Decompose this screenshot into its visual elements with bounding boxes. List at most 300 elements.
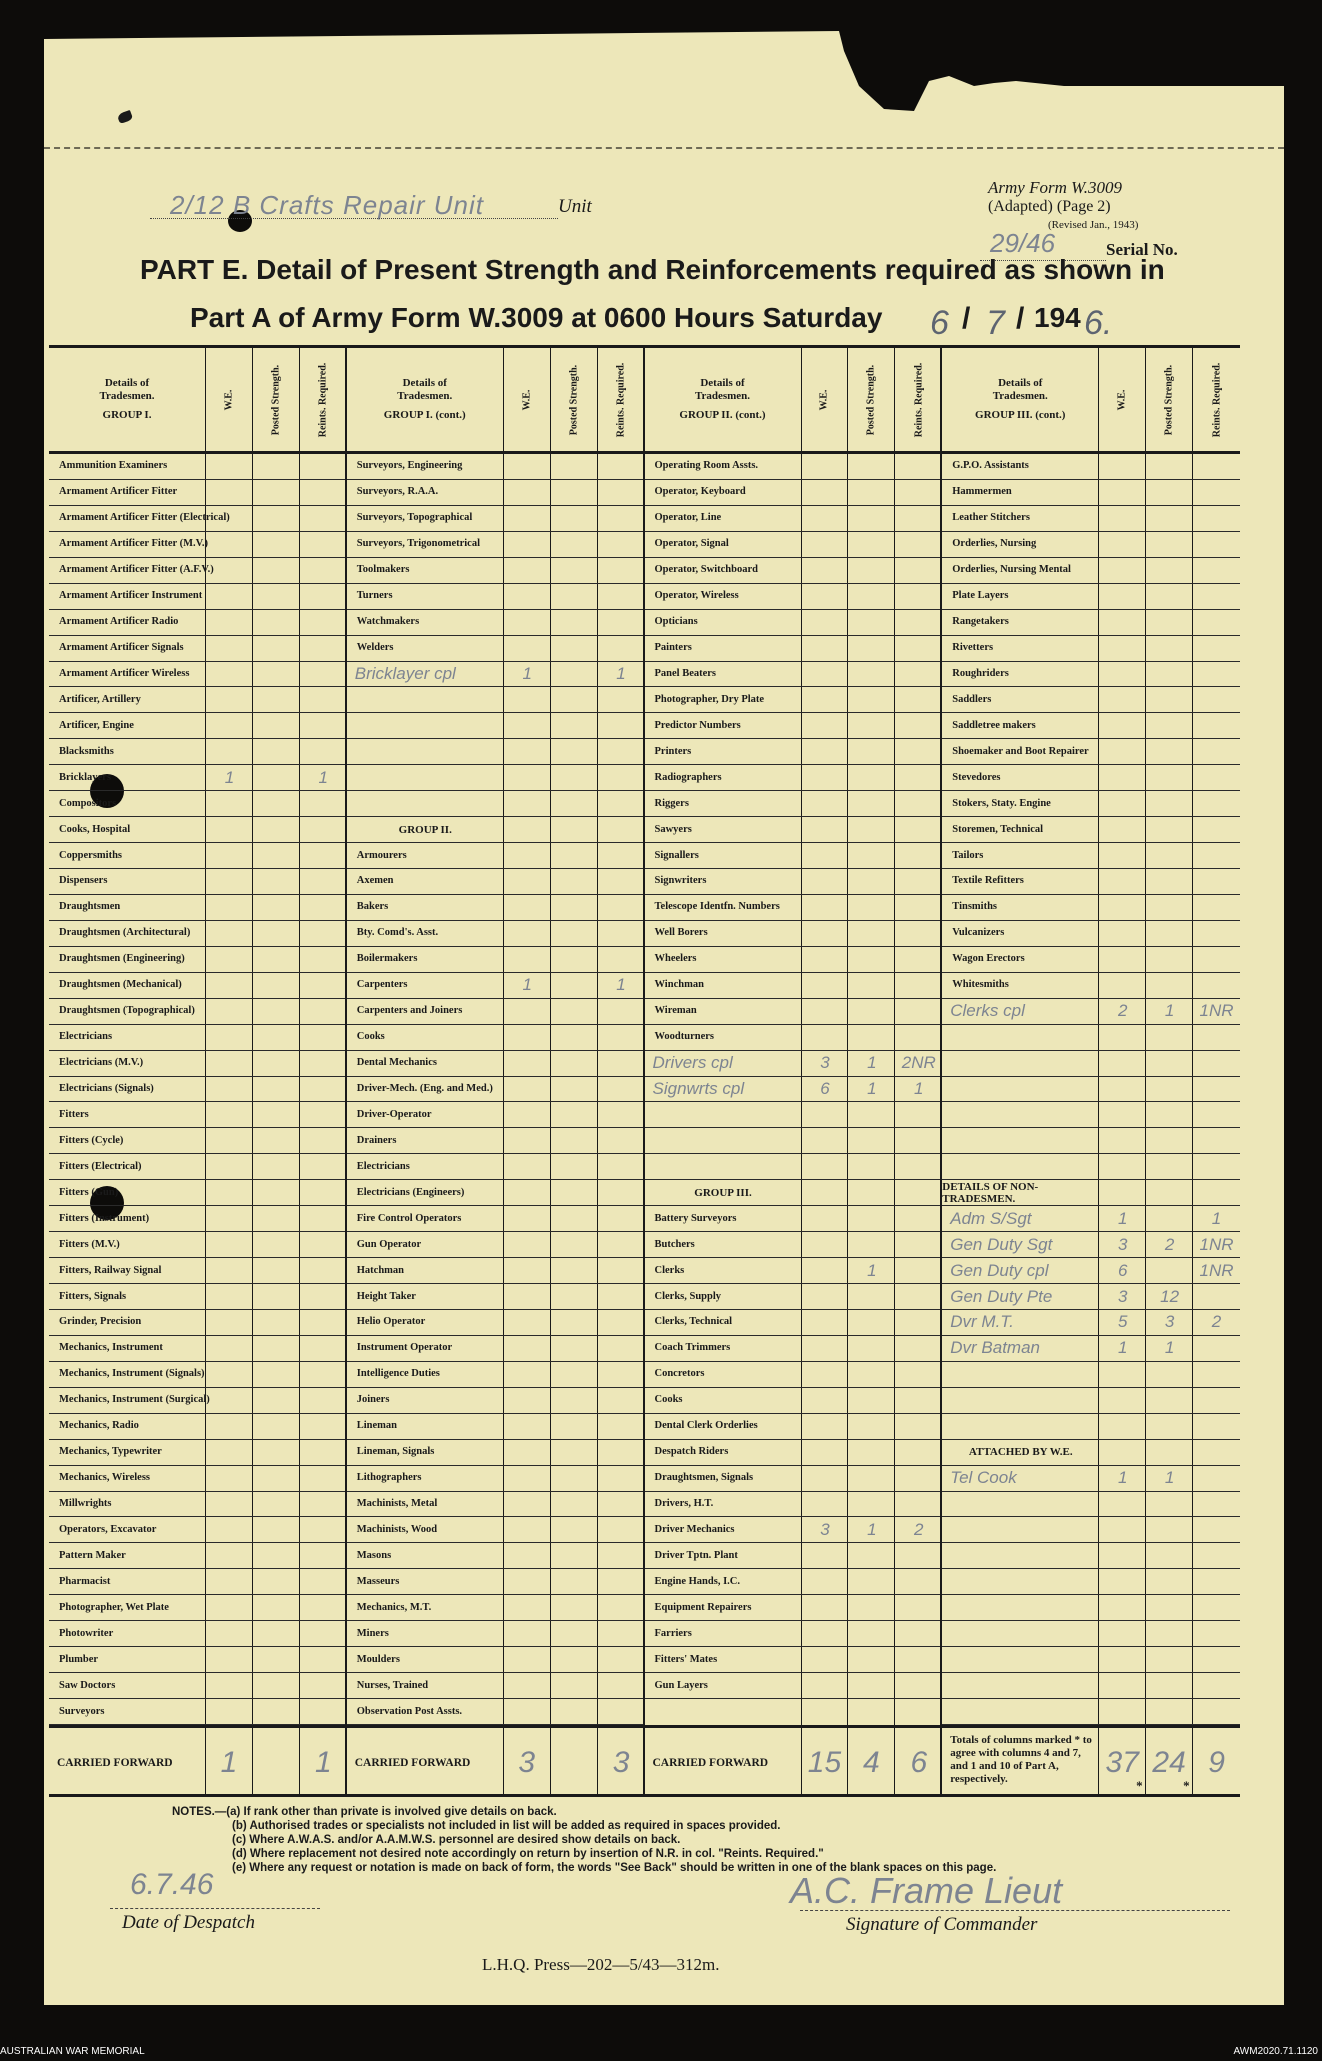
group-heading: ATTACHED BY W.E. xyxy=(968,1446,1073,1459)
table-row xyxy=(942,1543,1240,1569)
table-row xyxy=(645,791,941,817)
header-we xyxy=(206,348,253,451)
table-row xyxy=(49,1647,345,1673)
trade-label: Plate Layers xyxy=(952,590,1009,602)
table-row xyxy=(645,1517,941,1543)
table-row xyxy=(942,869,1240,895)
unit-field-rule xyxy=(150,218,558,219)
table-row xyxy=(942,1102,1240,1128)
table-row xyxy=(645,480,941,506)
table-row xyxy=(49,1517,345,1543)
table-row xyxy=(645,584,941,610)
carried-forward-row xyxy=(49,1725,345,1797)
column-header xyxy=(645,348,941,454)
table-row xyxy=(347,1025,643,1051)
table-row xyxy=(645,869,941,895)
signature-rule xyxy=(800,1910,1230,1911)
table-row xyxy=(49,1388,345,1414)
trade-label: Painters xyxy=(654,642,692,654)
table-row xyxy=(645,1025,941,1051)
table-row xyxy=(347,558,643,584)
table-row xyxy=(49,1362,345,1388)
table-row xyxy=(645,1077,941,1103)
trade-label: Toolmakers xyxy=(356,564,410,576)
trade-handwritten: Drivers cpl xyxy=(652,1053,733,1073)
trade-label: Coppersmiths xyxy=(59,849,123,861)
table-row xyxy=(347,791,643,817)
trade-label: Welders xyxy=(356,642,394,654)
cell-we: 1 xyxy=(224,767,235,787)
trade-label: Butchers xyxy=(654,1238,695,1250)
header-posted-text: Posted Strength. xyxy=(865,364,877,435)
table-row xyxy=(645,1414,941,1440)
cell-we: 5 xyxy=(1117,1312,1128,1332)
date-year-ink: 6. xyxy=(1084,304,1113,342)
trade-handwritten: Gen Duty cpl xyxy=(950,1260,1049,1280)
table-row xyxy=(49,1258,345,1284)
header-reints-text: Reints. Required. xyxy=(615,362,627,437)
table-row xyxy=(942,1492,1240,1518)
trade-label: Fitters (Instrument) xyxy=(59,1212,150,1224)
table-row xyxy=(645,1284,941,1310)
table-row xyxy=(49,662,345,688)
cell-reints: 1 xyxy=(914,1078,924,1098)
table-row xyxy=(942,1517,1240,1543)
details-header-line: Tradesmen. xyxy=(694,390,751,402)
table-row xyxy=(49,1621,345,1647)
table-row xyxy=(49,1025,345,1051)
trade-label: Draughtsmen xyxy=(59,901,121,913)
footer-reints: 1 xyxy=(314,1745,332,1779)
trade-label: Wireman xyxy=(654,1005,697,1017)
table-row xyxy=(645,532,941,558)
trade-label: Gun Operator xyxy=(356,1238,422,1250)
trade-label: Operator, Switchboard xyxy=(654,564,758,576)
unit-label: Unit xyxy=(558,196,592,217)
trade-label: Textile Refitters xyxy=(952,875,1024,887)
form-title-line1: PART E. Detail of Present Strength and Reinforcements required as shown in xyxy=(140,254,1165,285)
trade-label: Driver Mechanics xyxy=(654,1523,735,1535)
cell-reints: 1 xyxy=(616,975,626,995)
header-we xyxy=(504,348,551,451)
note-line: (c) Where A.W.A.S. and/or A.A.M.W.S. personnel are desired show details on back. xyxy=(232,1834,681,1846)
table-row xyxy=(645,1362,941,1388)
table-row xyxy=(49,1543,345,1569)
cell-reints: 2NR xyxy=(901,1053,936,1073)
table-row xyxy=(49,791,345,817)
trade-label: Armament Artificer Fitter (M.V.) xyxy=(59,538,208,550)
cell-reints: 1NR xyxy=(1199,1001,1234,1021)
details-header-line: Details of xyxy=(402,377,447,389)
trade-label: Roughriders xyxy=(952,667,1009,679)
trade-label: Concretors xyxy=(654,1368,705,1380)
details-header xyxy=(645,348,802,451)
table-row xyxy=(942,662,1240,688)
table-row xyxy=(49,584,345,610)
table-row xyxy=(347,532,643,558)
despatch-rule xyxy=(110,1908,320,1909)
table-row xyxy=(645,817,941,843)
trade-label: Masons xyxy=(356,1549,392,1561)
table-row xyxy=(49,1206,345,1232)
cell-posted: 1 xyxy=(867,1260,877,1280)
table-row xyxy=(49,558,345,584)
trade-label: Miners xyxy=(356,1627,389,1639)
trade-label: Carpenters and Joiners xyxy=(356,1005,463,1017)
table-row xyxy=(49,1569,345,1595)
table-row xyxy=(942,1258,1240,1284)
carried-forward-row xyxy=(645,1725,941,1797)
trade-label: Vulcanizers xyxy=(952,927,1005,939)
trade-label: Armament Artificer Wireless xyxy=(59,667,190,679)
cell-posted: 1 xyxy=(1164,1468,1175,1488)
trade-label: Rivetters xyxy=(952,642,994,654)
table-row xyxy=(645,765,941,791)
table-row xyxy=(645,973,941,999)
table-row xyxy=(49,973,345,999)
trade-label: Well Borers xyxy=(654,927,708,939)
trade-label: Blacksmiths xyxy=(59,745,114,757)
table-row xyxy=(49,1051,345,1077)
table-row xyxy=(645,1647,941,1673)
group-title: GROUP I. xyxy=(102,409,152,421)
table-row xyxy=(645,739,941,765)
table-row xyxy=(645,454,941,480)
trade-label: Watchmakers xyxy=(356,616,420,628)
table-row xyxy=(942,1673,1240,1699)
cell-we: 3 xyxy=(1117,1234,1128,1254)
table-row xyxy=(347,1154,643,1180)
table-row xyxy=(347,1206,643,1232)
column-header xyxy=(49,348,345,454)
table-row xyxy=(942,454,1240,480)
cell-posted: 1 xyxy=(867,1053,877,1073)
table-row xyxy=(49,1310,345,1336)
trade-label: Surveyors, Trigonometrical xyxy=(356,538,481,550)
table-row xyxy=(942,817,1240,843)
trade-label: Grinder, Precision xyxy=(59,1316,142,1328)
table-row xyxy=(49,1595,345,1621)
table-row xyxy=(942,1025,1240,1051)
table-row xyxy=(942,1388,1240,1414)
header-reints xyxy=(1193,348,1240,451)
table-row xyxy=(347,1336,643,1362)
table-row xyxy=(49,947,345,973)
trade-label: Mechanics, M.T. xyxy=(356,1601,432,1613)
trade-label: Woodturners xyxy=(654,1031,715,1043)
table-row xyxy=(645,1440,941,1466)
trade-label: Storemen, Technical xyxy=(952,823,1044,835)
table-row xyxy=(49,1180,345,1206)
footer-posted: 24 xyxy=(1146,1728,1193,1797)
trade-label: Draughtsmen (Topographical) xyxy=(59,1005,195,1017)
trade-label: Driver-Mech. (Eng. and Med.) xyxy=(356,1082,493,1094)
trade-label: Mechanics, Instrument xyxy=(59,1342,163,1354)
trade-label: Surveyors, Engineering xyxy=(356,460,463,472)
table-row xyxy=(49,843,345,869)
trade-label: Signallers xyxy=(654,849,699,861)
footer-we: 37 xyxy=(1099,1728,1146,1797)
trade-label: Artificer, Artillery xyxy=(59,693,141,705)
trade-label: Mechanics, Instrument (Signals) xyxy=(59,1368,205,1380)
table-row xyxy=(942,1414,1240,1440)
group-title: GROUP II. (cont.) xyxy=(679,409,766,421)
table-row xyxy=(942,947,1240,973)
footer-posted: 4 xyxy=(848,1728,895,1797)
table-row xyxy=(347,765,643,791)
table-row xyxy=(347,1647,643,1673)
table-row xyxy=(49,454,345,480)
cell-reints: 2 xyxy=(914,1519,924,1539)
table-row xyxy=(942,1077,1240,1103)
trade-label: Armament Artificer Signals xyxy=(59,642,184,654)
footer-we: 3 xyxy=(504,1728,551,1797)
trade-label: Compositors xyxy=(59,797,117,809)
table-row xyxy=(347,1621,643,1647)
table-row xyxy=(49,506,345,532)
trade-label: Lithographers xyxy=(356,1472,422,1484)
trade-label: Shoemaker and Boot Repairer xyxy=(952,745,1089,757)
table-row xyxy=(347,1543,643,1569)
table-row xyxy=(49,1077,345,1103)
trade-label: Drainers xyxy=(356,1134,397,1146)
table-row xyxy=(942,1647,1240,1673)
trade-label: Operator, Line xyxy=(654,512,722,524)
group-row xyxy=(645,1180,941,1206)
date-month: 7 xyxy=(986,304,1005,342)
trade-label: Armament Artificer Instrument xyxy=(59,590,203,602)
table-row xyxy=(347,1388,643,1414)
table-row xyxy=(347,480,643,506)
carried-forward-label: CARRIED FORWARD xyxy=(354,1756,471,1769)
trade-label: Opticians xyxy=(654,616,698,628)
header-we xyxy=(802,348,849,451)
table-row xyxy=(347,1258,643,1284)
table-row xyxy=(49,921,345,947)
cell-we: 1 xyxy=(522,663,532,683)
header-posted xyxy=(1146,348,1193,451)
trade-label: Fitters (Cycle) xyxy=(59,1134,124,1146)
form-notes xyxy=(172,1805,996,1875)
cell-we: 6 xyxy=(820,1078,830,1098)
serial-number-label: Serial No. xyxy=(1106,240,1178,259)
cell-we: 3 xyxy=(820,1053,830,1073)
trade-label: Leather Stitchers xyxy=(952,512,1030,524)
cell-posted: 1 xyxy=(867,1078,877,1098)
commander-signature: A.C. Frame Lieut xyxy=(790,1870,1063,1911)
table-row xyxy=(347,1699,643,1725)
strength-table xyxy=(49,345,1240,1797)
table-row xyxy=(347,1284,643,1310)
header-reints-text: Reints. Required. xyxy=(1211,362,1223,437)
table-row xyxy=(347,662,643,688)
table-row xyxy=(942,532,1240,558)
trade-label: Signwriters xyxy=(654,875,707,887)
table-row xyxy=(645,895,941,921)
table-row xyxy=(49,1466,345,1492)
table-row xyxy=(49,1699,345,1725)
cell-reints: 1 xyxy=(616,663,626,683)
trade-handwritten: Gen Duty Sgt xyxy=(950,1234,1053,1254)
table-row xyxy=(645,636,941,662)
table-row xyxy=(49,532,345,558)
table-row xyxy=(347,1466,643,1492)
table-row xyxy=(645,999,941,1025)
footer-we: 15 xyxy=(802,1728,849,1797)
table-row xyxy=(942,1595,1240,1621)
table-row xyxy=(942,1206,1240,1232)
table-row xyxy=(347,973,643,999)
table-row xyxy=(645,1595,941,1621)
trade-label: Draughtsmen (Architectural) xyxy=(59,927,191,939)
carried-forward-row xyxy=(347,1725,643,1797)
group-heading: GROUP II. xyxy=(398,823,452,836)
trade-label: Electricians (Engineers) xyxy=(356,1186,465,1198)
trade-label: Hammermen xyxy=(952,486,1012,498)
table-row xyxy=(645,558,941,584)
date-separator-1: / xyxy=(962,302,971,335)
table-row xyxy=(645,1102,941,1128)
cell-reints: 2 xyxy=(1211,1312,1222,1332)
trade-label: Mechanics, Wireless xyxy=(59,1472,150,1484)
trade-label: Ammunition Examiners xyxy=(59,460,168,472)
table-row xyxy=(347,1180,643,1206)
perforation-line xyxy=(44,147,1284,149)
trade-label: Armament Artificer Fitter xyxy=(59,486,178,498)
group-heading: DETAILS OF NON-TRADESMEN. xyxy=(942,1180,1039,1205)
trade-label: Equipment Repairers xyxy=(654,1601,752,1613)
asterisk-marker: * xyxy=(1136,1778,1143,1793)
group-row xyxy=(942,1440,1240,1466)
header-posted-text: Posted Strength. xyxy=(270,364,282,435)
group-title: GROUP III. (cont.) xyxy=(975,409,1066,421)
trade-label: Dispensers xyxy=(59,875,108,887)
table-row xyxy=(49,817,345,843)
header-posted xyxy=(253,348,300,451)
trade-label: Printers xyxy=(654,745,692,757)
cell-posted: 1 xyxy=(1164,1001,1175,1021)
trade-label: Hatchman xyxy=(356,1264,404,1276)
table-row xyxy=(645,687,941,713)
army-form-revised: (Revised Jan., 1943) xyxy=(1048,219,1139,231)
table-row xyxy=(645,1621,941,1647)
trade-label: Fitters xyxy=(59,1108,89,1120)
table-row xyxy=(49,895,345,921)
header-reints-text: Reints. Required. xyxy=(317,362,329,437)
table-row xyxy=(942,1284,1240,1310)
trade-label: Photographer, Dry Plate xyxy=(654,693,765,705)
totals-row xyxy=(942,1725,1240,1797)
note-line: (d) Where replacement not desired note accordingly on return by insertion of N.R. in col. "Reints. Required." xyxy=(232,1848,824,1860)
table-row xyxy=(645,1258,941,1284)
trade-label: Rangetakers xyxy=(952,616,1009,628)
trade-label: Battery Surveyors xyxy=(654,1212,737,1224)
asterisk-marker: * xyxy=(1183,1778,1190,1793)
column-header xyxy=(347,348,643,454)
table-row xyxy=(645,921,941,947)
table-row xyxy=(942,1154,1240,1180)
trade-label: Tinsmiths xyxy=(952,901,997,913)
trade-label: Operator, Keyboard xyxy=(654,486,746,498)
table-row xyxy=(49,1128,345,1154)
cell-posted: 1 xyxy=(867,1519,877,1539)
table-row xyxy=(347,1440,643,1466)
trade-label: Machinists, Wood xyxy=(356,1523,438,1535)
table-row xyxy=(645,1336,941,1362)
footer-posted xyxy=(253,1728,300,1797)
trade-label: Mechanics, Instrument (Surgical) xyxy=(59,1394,210,1406)
table-row xyxy=(347,947,643,973)
header-reints xyxy=(598,348,645,451)
table-row xyxy=(942,1232,1240,1258)
cell-we: 3 xyxy=(1117,1286,1128,1306)
trade-label: Saddlers xyxy=(952,693,992,705)
table-row xyxy=(347,610,643,636)
header-reints xyxy=(895,348,942,451)
table-row xyxy=(942,713,1240,739)
trade-label: Instrument Operator xyxy=(356,1342,453,1354)
table-row xyxy=(645,610,941,636)
header-reints xyxy=(300,348,347,451)
table-row xyxy=(49,1102,345,1128)
table-row xyxy=(942,558,1240,584)
trade-label: Dental Clerk Orderlies xyxy=(654,1420,758,1432)
trade-label: Cooks xyxy=(356,1031,385,1043)
table-row xyxy=(347,1077,643,1103)
table-row xyxy=(942,973,1240,999)
table-row xyxy=(645,1569,941,1595)
trade-label: Observation Post Assts. xyxy=(356,1705,463,1717)
trade-label: Orderlies, Nursing xyxy=(952,538,1037,550)
trade-label: Farriers xyxy=(654,1627,692,1639)
note-line: NOTES.—(a) If rank other than private is involved give details on back. xyxy=(172,1806,557,1818)
trade-label: Masseurs xyxy=(356,1575,400,1587)
trade-label: Saddletree makers xyxy=(952,719,1036,731)
cell-posted: 3 xyxy=(1164,1312,1175,1332)
form-title-line2: Part A of Army Form W.3009 at 0600 Hours Saturday xyxy=(190,302,883,333)
trade-handwritten: Gen Duty Pte xyxy=(950,1286,1053,1306)
trade-label: Turners xyxy=(356,590,393,602)
trade-label: Surveyors, R.A.A. xyxy=(356,486,439,498)
table-row xyxy=(347,1595,643,1621)
table-section-3 xyxy=(645,348,943,1794)
table-row xyxy=(347,869,643,895)
cell-reints: 1 xyxy=(318,767,329,787)
table-row xyxy=(942,636,1240,662)
trade-label: Fitters, Railway Signal xyxy=(59,1264,162,1276)
table-row xyxy=(49,713,345,739)
table-row xyxy=(49,1284,345,1310)
details-header-line: Details of xyxy=(104,377,150,389)
trade-label: Electricians (Signals) xyxy=(59,1082,154,1094)
table-row xyxy=(49,636,345,662)
date-year-printed: 194 xyxy=(1034,302,1081,333)
footer-reints: 6 xyxy=(910,1745,928,1779)
table-row xyxy=(942,765,1240,791)
trade-label: Mechanics, Typewriter xyxy=(59,1446,162,1458)
table-row xyxy=(347,843,643,869)
trade-label: Moulders xyxy=(356,1653,400,1665)
table-row xyxy=(942,1310,1240,1336)
despatch-date-label: Date of Despatch xyxy=(122,1912,255,1933)
table-row xyxy=(49,1440,345,1466)
despatch-date-value: 6.7.46 xyxy=(130,1868,214,1901)
cell-we: 6 xyxy=(1117,1260,1128,1280)
table-row xyxy=(347,1517,643,1543)
cell-reints: 1NR xyxy=(1199,1234,1234,1254)
table-section-4 xyxy=(942,348,1240,1794)
trade-label: Clerks xyxy=(654,1264,685,1276)
